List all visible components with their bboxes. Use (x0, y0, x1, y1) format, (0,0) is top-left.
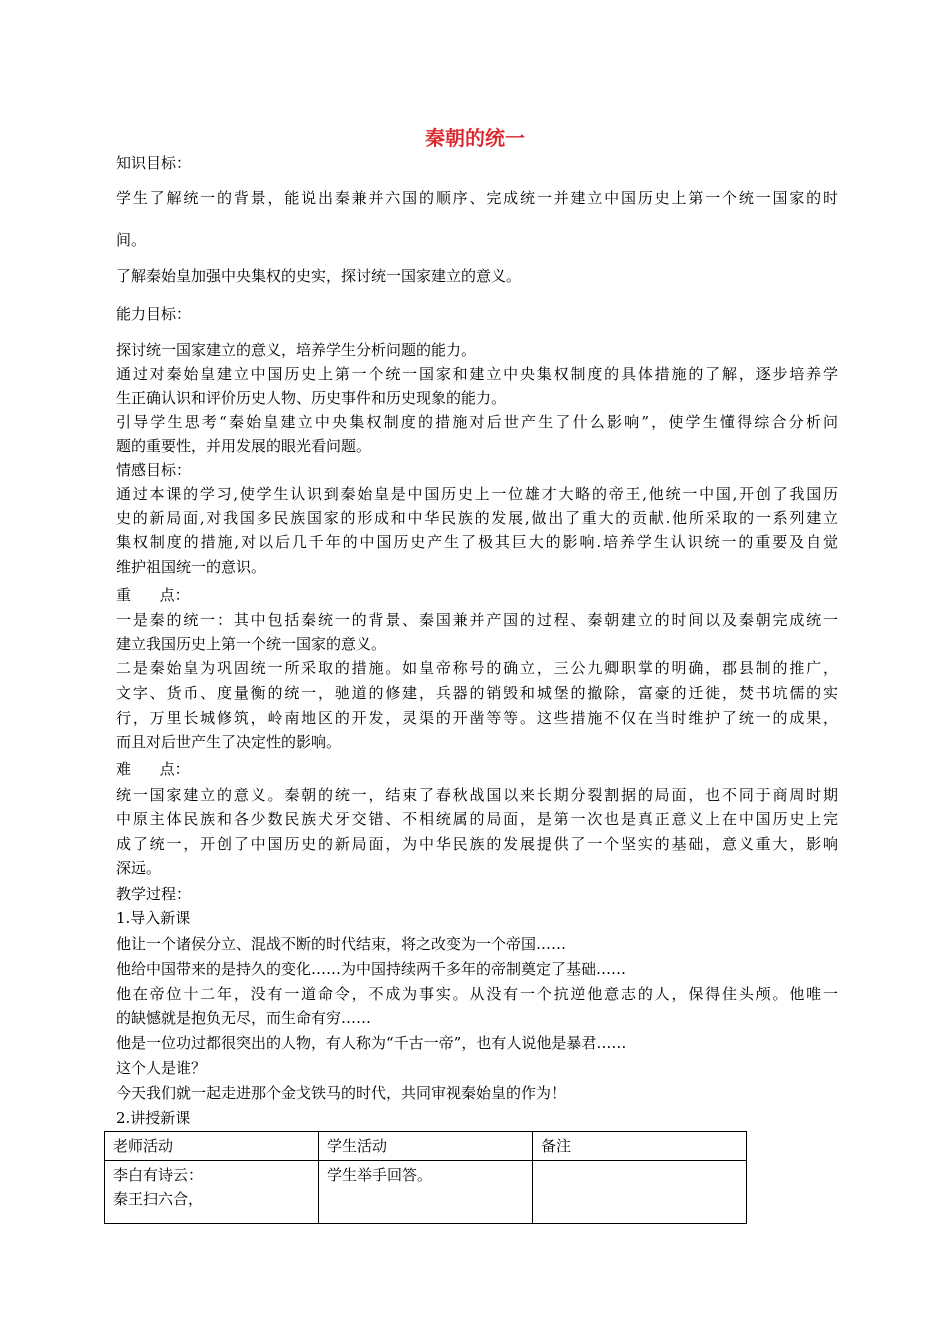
paragraph-line: 维护祖国统一的意识。 (116, 558, 267, 576)
cell-student: 学生举手回答。 (319, 1161, 533, 1224)
header-notes: 备注 (533, 1132, 747, 1161)
table-header-row (105, 1132, 747, 1161)
paragraph-line: 探讨统一国家建立的意义，培养学生分析问题的能力。 (116, 341, 477, 359)
paragraph-line: 深远。 (116, 859, 162, 877)
paragraph-line: 而且对后世产生了决定性的影响。 (116, 733, 342, 751)
paragraph-line: 今天我们就一起走进那个金戈铁马的时代，共同审视秦始皇的作为！ (116, 1084, 567, 1102)
paragraph-line: 学生了解统一的背景，能说出秦兼并六国的顺序、完成统一并建立中国历史上第一个统一国家的时 (116, 189, 838, 207)
paragraph-line: 统一国家建立的意义。秦朝的统一，结束了春秋战国以来长期分裂割据的局面，也不同于商周时期 (116, 786, 838, 804)
heading-ability-goals: 能力目标： (116, 305, 192, 323)
paragraph-line: 二是秦始皇为巩固统一所采取的措施。如皇帝称号的确立，三公九卿职掌的明确，郡县制的推广， (116, 659, 838, 677)
paragraph-line: 间。 (116, 231, 147, 249)
heading-emotion-goals: 情感目标： (116, 461, 192, 479)
paragraph-line: 了解秦始皇加强中央集权的史实，探讨统一国家建立的意义。 (116, 267, 522, 285)
paragraph-line: 他给中国带来的是持久的变化……为中国持续两千多年的帝制奠定了基础…… (116, 960, 627, 978)
header-student-activity: 学生活动 (319, 1132, 533, 1161)
paragraph-line: 建立我国历史上第一个统一国家的意义。 (116, 635, 387, 653)
cell-teacher (105, 1161, 319, 1224)
paragraph-line: 文字、货币、度量衡的统一，驰道的修建，兵器的销毁和城堡的撤除，富豪的迁徙，焚书坑儒的实 (116, 684, 838, 702)
paragraph-line: 他是一位功过都很突出的人物，有人称为“千古一帝”，也有人说他是暴君…… (116, 1034, 627, 1052)
heading-knowledge-goals: 知识目标： (116, 154, 192, 172)
paragraph-line: 这个人是谁？ (116, 1059, 207, 1077)
paragraph-line: 他在帝位十二年，没有一道命令，不成为事实。从没有一个抗逆他意志的人，保得住头颅。他唯一 (116, 985, 838, 1003)
paragraph-line: 题的重要性，并用发展的眼光看问题。 (116, 437, 372, 455)
heading-intro: 1.导入新课 (116, 909, 191, 927)
paragraph-line: 一是秦的统一：其中包括秦统一的背景、秦国兼并产国的过程、秦朝建立的时间以及秦朝完成统一 (116, 611, 838, 629)
paragraph-line: 的缺憾就是抱负无尽，而生命有穷…… (116, 1009, 372, 1027)
heading-new-lesson: 2.讲授新课 (116, 1109, 191, 1127)
cell-line: 李白有诗云： (113, 1166, 204, 1184)
paragraph-line: 史的新局面,对我国多民族国家的形成和中华民族的发展,做出了重大的贡献.他所采取的一系列建立 (116, 509, 838, 527)
paragraph-line: 引导学生思考“秦始皇建立中央集权制度的措施对后世产生了什么影响”，使学生懂得综合分析问 (116, 413, 838, 431)
paragraph-line: 通过本课的学习,使学生认识到秦始皇是中国历史上一位雄才大略的帝王,他统一中国,开创了我国历 (116, 485, 838, 503)
paragraph-line: 集权制度的措施,对以后几千年的中国历史产生了极其巨大的影响.培养学生认识统一的重要及自觉 (116, 533, 838, 551)
header-teacher-activity: 老师活动 (105, 1132, 319, 1161)
cell-line: 秦王扫六合， (113, 1190, 204, 1208)
paragraph-line: 他让一个诸侯分立、混战不断的时代结束，将之改变为一个帝国…… (116, 935, 567, 953)
paragraph-line: 行，万里长城修筑，岭南地区的开发，灵渠的开凿等等。这些措施不仅在当时维护了统一的成果， (116, 709, 838, 727)
activity-table (104, 1131, 747, 1224)
heading-key-points: 重 点： (116, 586, 190, 604)
document-title: 秦朝的统一 (425, 126, 525, 150)
paragraph-line: 通过对秦始皇建立中国历史上第一个统一国家和建立中央集权制度的具体措施的了解，逐步培养学 (116, 365, 838, 383)
table-row (105, 1161, 747, 1224)
heading-teaching-process: 教学过程： (116, 885, 192, 903)
cell-note (533, 1161, 747, 1224)
paragraph-line: 成了统一，开创了中国历史的新局面，为中华民族的发展提供了一个坚实的基础，意义重大，影响 (116, 835, 838, 853)
heading-difficult-points: 难 点： (116, 760, 190, 778)
paragraph-line: 生正确认识和评价历史人物、历史事件和历史现象的能力。 (116, 389, 507, 407)
paragraph-line: 中原主体民族和各少数民族犬牙交错、不相统属的局面，是第一次也是真正意义上在中国历史上完 (116, 810, 838, 828)
